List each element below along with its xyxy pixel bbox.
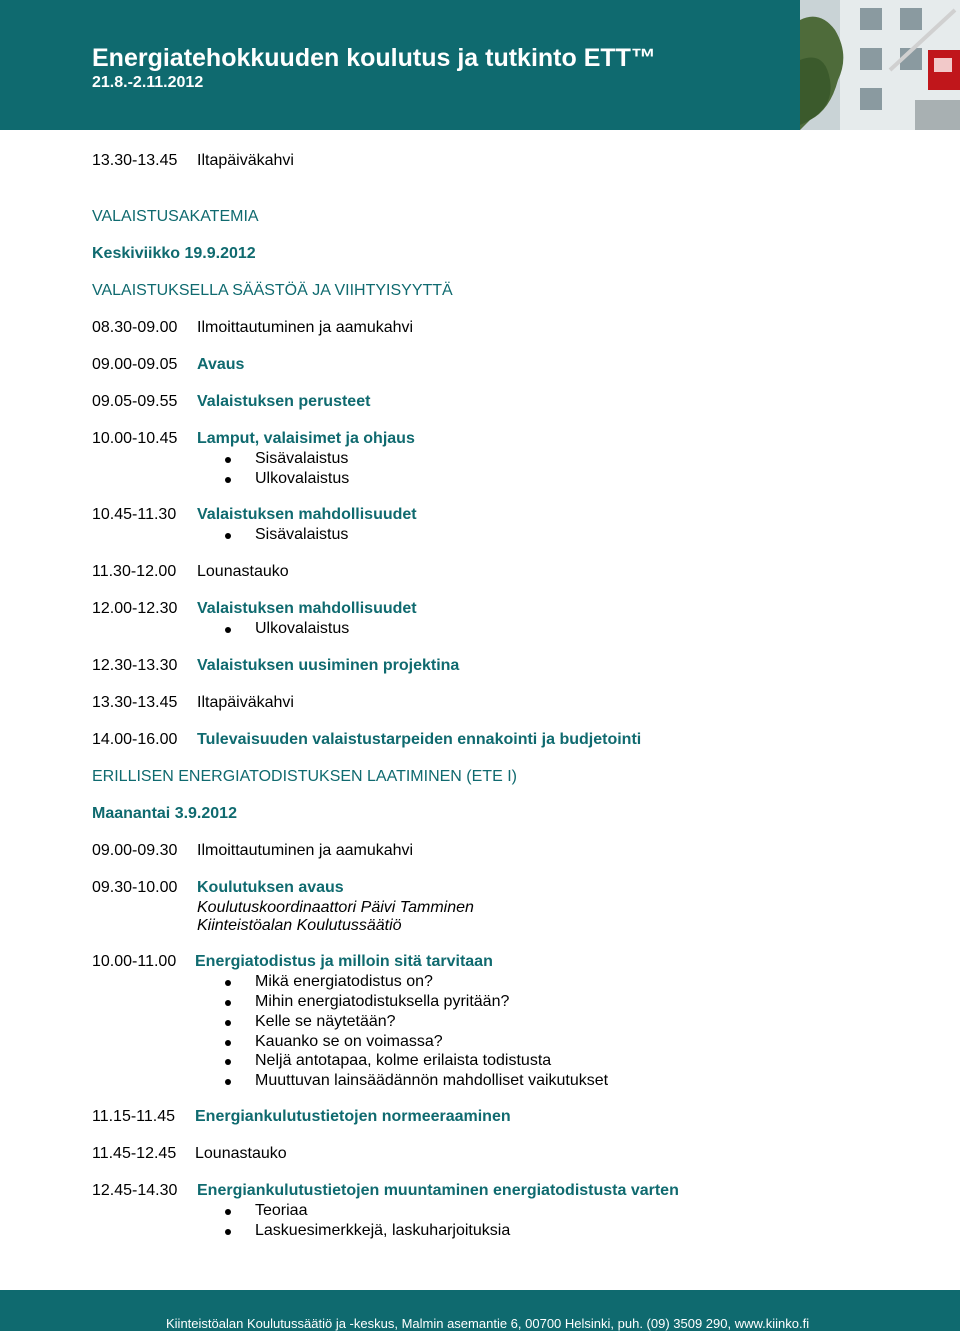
session-title: Tulevaisuuden valaistustarpeiden ennakointi ja budjetointi <box>197 731 642 748</box>
session-title: Valaistuksen mahdollisuudet <box>197 506 417 523</box>
time-slot: 08.30-09.00 <box>92 319 178 336</box>
time-slot: 13.30-13.45 <box>92 694 178 711</box>
time-slot: 10.00-11.00 <box>92 953 177 970</box>
time-slot: 13.30-13.45 <box>92 152 178 169</box>
session-title: Koulutuksen avaus <box>197 879 344 896</box>
header-photo <box>800 0 960 130</box>
bullet-icon <box>225 980 231 986</box>
time-slot: 09.00-09.30 <box>92 842 178 859</box>
time-slot: 10.45-11.30 <box>92 506 177 523</box>
bullet-icon <box>225 1079 231 1085</box>
session-title: Ilmoittautuminen ja aamukahvi <box>197 319 414 336</box>
bullet-icon <box>225 1229 231 1235</box>
session-title: Iltapäiväkahvi <box>197 694 294 711</box>
footer-contact: Kiinteistöalan Koulutussäätiö ja -keskus, Malmin asemantie 6, 00700 Helsinki, puh. (09) 3509 290, www.kiinko.fi <box>166 1316 810 1331</box>
session-title: Ilmoittautuminen ja aamukahvi <box>197 842 414 859</box>
session-title: Energiankulutustietojen muuntaminen energiatodistusta varten <box>197 1182 679 1199</box>
section-heading: ERILLISEN ENERGIATODISTUKSEN LAATIMINEN (ETE I) <box>92 768 517 785</box>
bullet-icon <box>225 457 231 463</box>
time-slot: 14.00-16.00 <box>92 731 178 748</box>
session-title: Lamput, valaisimet ja ohjaus <box>197 430 415 447</box>
bullet-icon <box>225 1209 231 1215</box>
session-title: Energiankulutustietojen normeeraaminen <box>195 1108 511 1125</box>
time-slot: 09.00-09.05 <box>92 356 178 373</box>
time-slot: 11.30-12.00 <box>92 563 177 580</box>
document-title: Energiatehokkuuden koulutus ja tutkinto ETT™ <box>92 44 656 72</box>
session-title: Iltapäiväkahvi <box>197 152 294 169</box>
time-slot: 12.45-14.30 <box>92 1182 178 1199</box>
session-title: Valaistuksen perusteet <box>197 393 371 410</box>
section-theme: VALAISTUKSELLA SÄÄSTÖÄ JA VIIHTYISYYTTÄ <box>92 282 453 299</box>
time-slot: 12.30-13.30 <box>92 657 178 674</box>
session-title: Valaistuksen uusiminen projektina <box>197 657 460 674</box>
bullet-icon <box>225 1020 231 1026</box>
session-title: Lounastauko <box>197 563 289 580</box>
section-heading: VALAISTUSAKATEMIA <box>92 208 259 225</box>
time-slot: 09.30-10.00 <box>92 879 178 896</box>
page-footer <box>0 1290 960 1331</box>
section-day: Keskiviikko 19.9.2012 <box>92 245 256 262</box>
section-day: Maanantai 3.9.2012 <box>92 805 237 822</box>
session-title: Lounastauko <box>195 1145 287 1162</box>
session-title: Energiatodistus ja milloin sitä tarvitaan <box>195 953 493 970</box>
bullet-icon <box>225 1000 231 1006</box>
page-header <box>0 0 960 130</box>
session-title: Valaistuksen mahdollisuudet <box>197 600 417 617</box>
bullet-icon <box>225 477 231 483</box>
time-slot: 11.15-11.45 <box>92 1108 176 1125</box>
bullet-icon <box>225 533 231 539</box>
time-slot: 10.00-10.45 <box>92 430 178 447</box>
bullet-icon <box>225 1059 231 1065</box>
time-slot: 12.00-12.30 <box>92 600 178 617</box>
time-slot: 11.45-12.45 <box>92 1145 177 1162</box>
bullet-icon <box>225 627 231 633</box>
session-title: Avaus <box>197 356 245 373</box>
course-dates: 21.8.-2.11.2012 <box>92 74 204 91</box>
bullet-icon <box>225 1040 231 1046</box>
time-slot: 09.05-09.55 <box>92 393 178 410</box>
